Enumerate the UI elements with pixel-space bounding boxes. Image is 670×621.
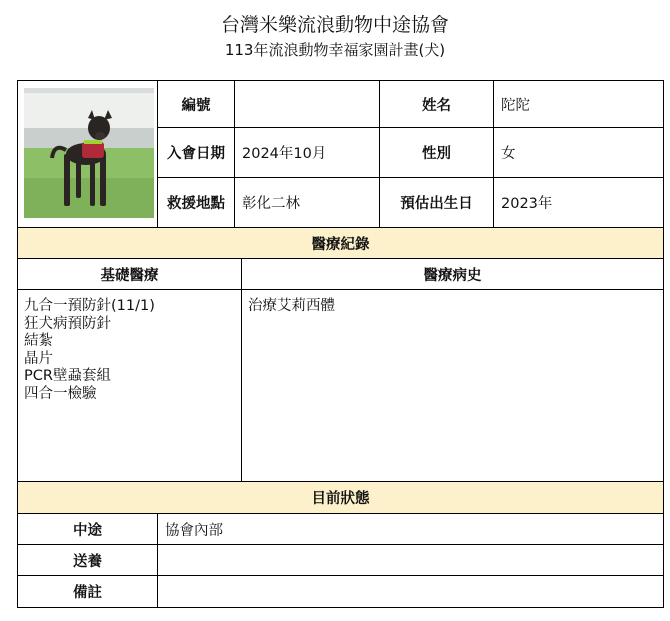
adoption-label: 送養 <box>18 545 158 576</box>
birth-value: 2023年 <box>494 178 663 228</box>
name-label: 姓名 <box>380 81 494 128</box>
dog-photo-image <box>24 88 154 218</box>
medical-history-list <box>248 298 335 316</box>
medical-section-header: 醫療紀錄 <box>18 228 663 259</box>
sex-label: 性別 <box>380 128 494 178</box>
list-item: 結紮 <box>24 333 53 349</box>
dog-photo <box>24 88 154 218</box>
list-item: 晶片 <box>24 350 53 367</box>
remarks-value <box>158 576 663 607</box>
foster-value: 協會內部 <box>158 514 663 545</box>
remarks-label: 備註 <box>18 576 158 607</box>
basic-medical-list <box>24 298 155 403</box>
name-value: 陀陀 <box>494 81 663 128</box>
id-value <box>235 81 380 128</box>
id-label: 編號 <box>158 81 235 128</box>
rescue-location-value: 彰化二林 <box>235 178 380 228</box>
birth-label: 預估出生日 <box>380 178 494 228</box>
list-item: 治療艾莉西體 <box>248 298 335 314</box>
adoption-value <box>158 545 663 576</box>
join-date-value: 2024年10月 <box>235 128 380 178</box>
join-date-label: 入會日期 <box>158 128 235 178</box>
basic-medical-header: 基礎醫療 <box>18 259 242 290</box>
medical-history-cell <box>242 290 663 482</box>
list-item: 狂犬病預防針 <box>24 315 111 332</box>
document-subtitle: 113年流浪動物幸福家園計畫(犬) <box>224 41 446 59</box>
medical-history-header: 醫療病史 <box>242 259 663 290</box>
sex-value: 女 <box>494 128 663 178</box>
status-section-header: 目前狀態 <box>18 482 663 514</box>
foster-label: 中途 <box>18 514 158 545</box>
list-item: 九合一預防針(11/1) <box>24 298 155 314</box>
list-item: PCR壁蝨套組 <box>24 368 111 384</box>
list-item: 四合一檢驗 <box>24 385 97 402</box>
document-title: 台灣米樂流浪動物中途協會 <box>220 14 449 36</box>
rescue-location-label: 救援地點 <box>158 178 235 228</box>
